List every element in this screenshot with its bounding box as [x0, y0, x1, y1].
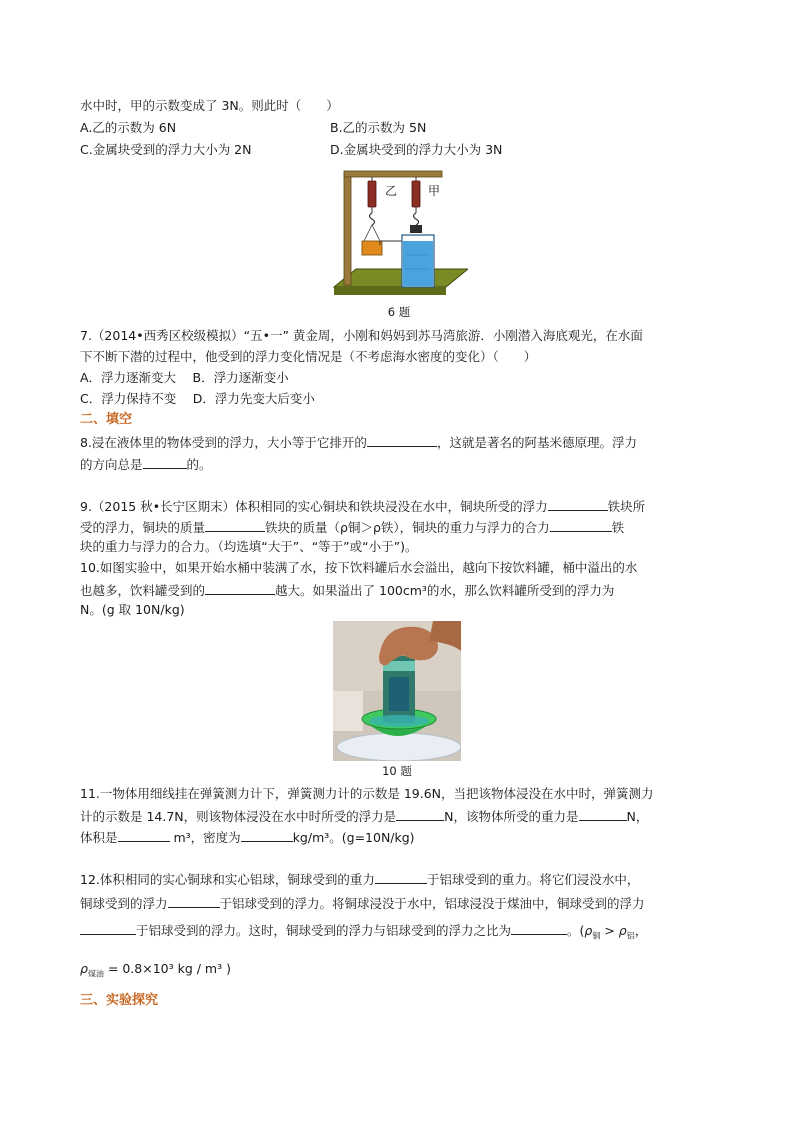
q7-line-2: 下不断下潜的过程中，他受到的浮力变化情况是（不考虑海水密度的变化）（ ）: [80, 349, 537, 364]
q11-line-2: 计的示数是 14.7N，则该物体浸没在水中时所受的浮力是 N，该物体所受的重力是 N，: [80, 809, 649, 824]
q6-option-d: D.金属块受到的浮力大小为 3N: [330, 142, 503, 157]
q11-line-1: 11.一物体用细线挂在弹簧测力计下，弹簧测力计的示数是 19.6N，当把该物体浸没在水中时，弹簧测力: [80, 786, 654, 801]
q10-line-2: 也越多，饮料罐受到的 越大。如果溢出了 100cm³的水，那么饮料罐所受到的浮力为: [80, 583, 615, 598]
q10-line-3: N。(g 取 10N/kg): [80, 602, 185, 617]
q10-photo-can-in-bowl: [333, 621, 461, 761]
q7-line-1: 7.（2014•西秀区校级模拟）“五•一” 黄金周，小刚和妈妈到苏马湾旅游．小刚潜入海底观光，在水面: [80, 328, 643, 343]
q8-line-1: 8.浸在液体里的物体受到的浮力，大小等于它排开的 ，这就是著名的阿基米德原理。浮力: [80, 435, 637, 450]
q8-blank-1[interactable]: [367, 433, 437, 447]
q12-line-4-kerosene-density: $\rho_{煤油} = 0.8\times 10^3$ kg / m³ ): [80, 961, 231, 979]
q11-blank-1[interactable]: [396, 807, 444, 821]
q12-line-1: 12.体积相同的实心铜球和实心铝球，铜球受到的重力 于铝球受到的重力。将它们浸没水中，: [80, 872, 640, 887]
q8-line-2: 的方向总是 的。: [80, 457, 212, 472]
q6-option-a: A.乙的示数为 6N: [80, 120, 177, 135]
q6-figure-caption: 6 题: [387, 305, 411, 319]
q12-line-3: 于铝球受到的浮力。这时，铜球受到的浮力与铝球受到的浮力之比为 。($\rho_铜 > \rho_铝$，: [80, 921, 647, 945]
q10-blank-1[interactable]: [205, 581, 275, 595]
q10-photo-caption: 10 题: [382, 764, 412, 778]
q11-line-3: 体积是 m³，密度为 kg/m³。(g=10N/kg): [80, 830, 415, 845]
q9-line-1: 9.（2015 秋•长宁区期末）体积相同的实心铜块和铁块浸没在水中，铜块所受的浮力 铁块所: [80, 499, 646, 514]
q6-figure-label-yi: 乙: [385, 184, 398, 198]
q6-option-b: B.乙的示数为 5N: [330, 120, 427, 135]
q6-stem-tail: 水中时，甲的示数变成了 3N。则此时（ ）: [80, 98, 339, 113]
q11-blank-3[interactable]: [118, 828, 170, 842]
q11-blank-2[interactable]: [579, 807, 627, 821]
q6-figure-spring-scales: [328, 165, 468, 305]
q7-options-ab: A．浮力逐渐变大 B．浮力逐渐变小: [80, 370, 289, 385]
q8-blank-2[interactable]: [143, 455, 187, 469]
q12-blank-3[interactable]: [80, 921, 136, 935]
q9-blank-1[interactable]: [548, 497, 608, 511]
q9-blank-3[interactable]: [550, 518, 612, 532]
section-heading-fill-in: 二、填空: [80, 412, 133, 427]
q6-option-c: C.金属块受到的浮力大小为 2N: [80, 142, 252, 157]
q9-blank-2[interactable]: [205, 518, 265, 532]
q9-line-2: 受的浮力，铜块的质量 铁块的质量（ρ铜＞ρ铁），铜块的重力与浮力的合力 铁: [80, 520, 625, 535]
q10-line-1: 10.如图实验中，如果开始水桶中装满了水，按下饮料罐后水会溢出，越向下按饮料罐，桶中溢出的水: [80, 560, 638, 575]
q11-blank-4[interactable]: [241, 828, 293, 842]
q12-blank-2[interactable]: [168, 894, 220, 908]
section-heading-experiment: 三、实验探究: [80, 993, 159, 1008]
q6-figure-label-jia: 甲: [428, 184, 441, 198]
q9-line-3: 块的重力与浮力的合力。（均选填“大于”、“等于”或“小于”)。: [80, 539, 418, 554]
q7-options-cd: C．浮力保持不变 D．浮力先变大后变小: [80, 391, 315, 406]
q12-blank-1[interactable]: [375, 870, 427, 884]
q12-blank-4[interactable]: [511, 921, 567, 935]
q12-line-2: 铜球受到的浮力 于铝球受到的浮力。将铜球浸没于水中，铝球浸没于煤油中，铜球受到的浮力: [80, 896, 645, 911]
